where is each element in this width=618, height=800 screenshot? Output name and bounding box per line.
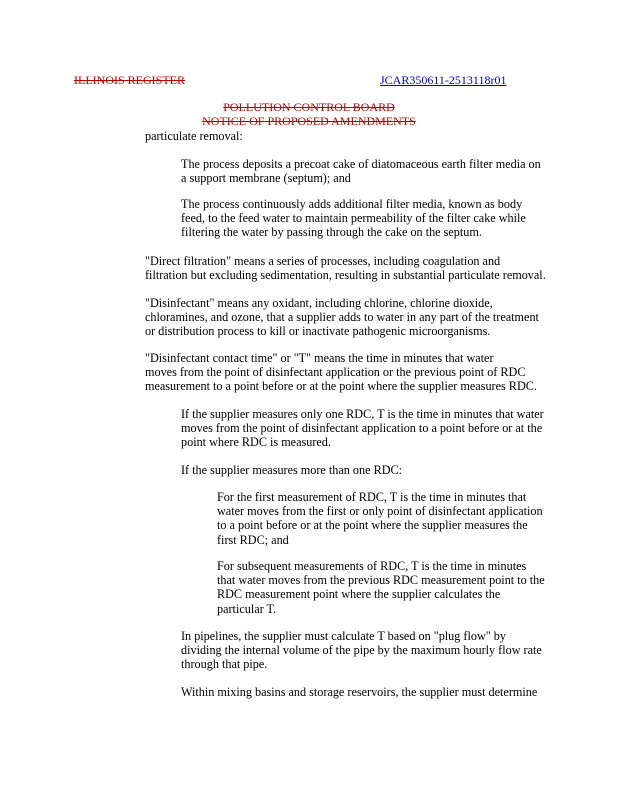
text-line: RDC measurement point where the supplier calculates the [217, 587, 501, 602]
text-line: If the supplier measures only one RDC, T is the time in minutes that water [181, 407, 544, 421]
text-line: particular T. [217, 601, 277, 616]
text-line: The process deposits a precoat cake of diatomaceous earth filter media on [181, 157, 541, 171]
text-line: water moves from the first or only point of disinfectant application [217, 504, 543, 519]
text-line: moves from the point of disinfectant application or the previous point of RDC [145, 365, 526, 380]
text-line: a support membrane (septum); and [181, 171, 351, 186]
text-line: "Direct filtration" means a series of processes, including coagulation and [145, 254, 501, 268]
paragraph-pipelines [181, 629, 542, 672]
header-left: ILLINOIS REGISTER [74, 73, 185, 87]
paragraph-direct-filtration [145, 254, 546, 282]
text-line: "Disinfectant" means any oxidant, including chlorine, chlorine dioxide, [145, 296, 493, 310]
text-line: to a point before or at the point where the supplier measures the [217, 518, 528, 533]
paragraph-1 [145, 129, 243, 143]
paragraph-mixing-basins [181, 685, 537, 699]
paragraph-disinfectant [145, 296, 539, 339]
text-line: measurement to a point before or at the point where the supplier measures RDC. [145, 379, 537, 394]
text-line: filtering the water by passing through the cake on the septum. [181, 225, 482, 240]
paragraph-first-measurement [217, 490, 543, 547]
text-line: "Disinfectant contact time" or "T" means the time in minutes that water [145, 351, 494, 365]
paragraph-3 [181, 197, 526, 240]
text-line: filtration but excluding sedimentation, resulting in substantial particulate removal. [145, 268, 546, 283]
text-line: feed, to the feed water to maintain permeability of the filter cake while [181, 211, 526, 226]
header-notice-title: NOTICE OF PROPOSED AMENDMENTS [202, 114, 416, 128]
header-right: JCAR350611-2513118r01 [380, 73, 507, 87]
text-line: moves from the point of disinfectant application to a point before or at the [181, 421, 543, 436]
text-line: dividing the internal volume of the pipe by the maximum hourly flow rate [181, 643, 542, 658]
text-line: point where RDC is measured. [181, 435, 331, 450]
paragraph-subsequent-measurements [217, 559, 545, 616]
text-line: The process continuously adds additional filter media, known as body [181, 197, 523, 211]
text-line: If the supplier measures more than one RDC: [181, 463, 403, 477]
text-line: particulate removal: [145, 129, 243, 143]
text-line: chloramines, and ozone, that a supplier adds to water in any part of the treatment [145, 310, 539, 325]
text-line: For the first measurement of RDC, T is the time in minutes that [217, 490, 527, 504]
header-board-name: POLLUTION CONTROL BOARD [223, 100, 395, 114]
text-line: through that pipe. [181, 657, 268, 672]
paragraph-contact-time [145, 351, 537, 394]
text-line: or distribution process to kill or inactivate pathogenic microorganisms. [145, 324, 491, 339]
text-line: that water moves from the previous RDC measurement point to the [217, 573, 545, 588]
text-line: In pipelines, the supplier must calculate T based on "plug flow" by [181, 629, 506, 643]
text-line: For subsequent measurements of RDC, T is the time in minutes [217, 559, 527, 573]
paragraph-one-rdc [181, 407, 544, 450]
text-line: Within mixing basins and storage reservoirs, the supplier must determine [181, 685, 538, 699]
paragraph-multiple-rdc [181, 463, 402, 477]
paragraph-2 [181, 157, 541, 185]
text-line: first RDC; and [217, 532, 289, 547]
